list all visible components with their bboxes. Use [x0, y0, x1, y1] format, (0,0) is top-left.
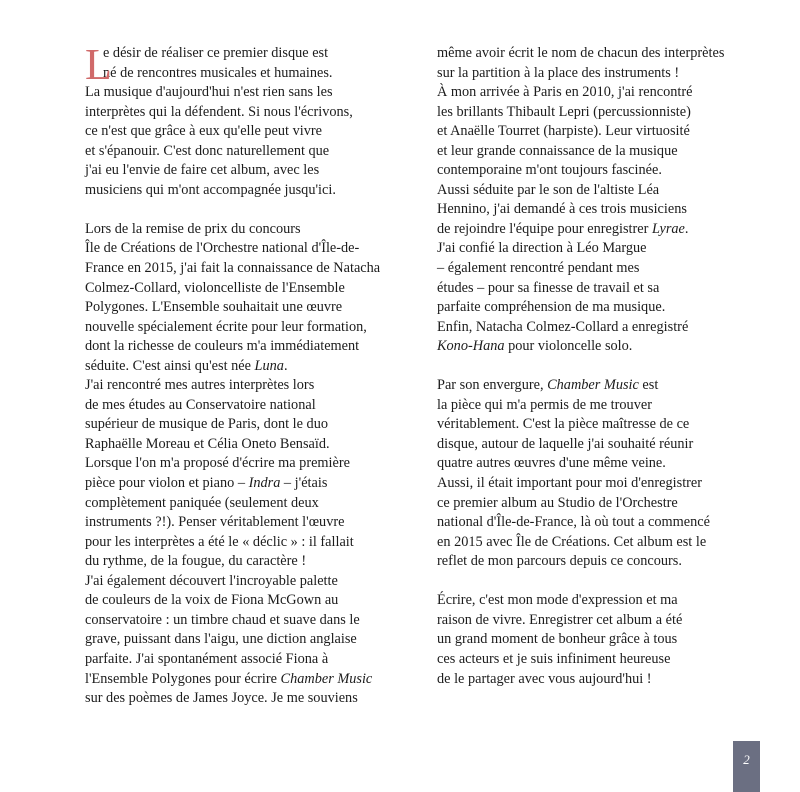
text-line: ce premier album au Studio de l'Orchestre [437, 494, 678, 511]
text-line: et s'épanouir. C'est donc naturellement que [85, 142, 330, 159]
text-line: Aussi séduite par le son de l'altiste Léa [437, 181, 660, 198]
text-line: parfaite compréhension de ma musique. [437, 299, 666, 316]
text-line: études – pour sa finesse de travail et sa [437, 279, 660, 296]
text-line: quatre autres œuvres d'une même veine. [437, 455, 666, 472]
text-line: complètement paniquée (seulement deux [85, 494, 319, 511]
text-line: ces acteurs et je suis infiniment heureuse [437, 650, 671, 667]
text-line: né de rencontres musicales et humaines. [103, 64, 333, 81]
text-line: conservatoire : un timbre chaud et suave dans le [85, 611, 360, 628]
text-line: Aussi, il était important pour moi d'enregistrer [437, 475, 703, 492]
text-line: Île de Créations de l'Orchestre national d'Île-de- [85, 240, 360, 257]
text-line: À mon arrivée à Paris en 2010, j'ai rencontré [437, 84, 693, 101]
text-line: du rythme, de la fougue, du caractère ! [85, 553, 307, 570]
text-line: Hennino, j'ai demandé à ces trois musiciens [437, 201, 687, 218]
text-line: Polygones. L'Ensemble souhaitait une œuvre [85, 299, 343, 316]
work-title: Chamber Music [280, 670, 373, 687]
page-number-badge [733, 741, 760, 792]
text-line: parfaite. J'ai spontanément associé Fiona à [85, 650, 329, 667]
text-line: ce n'est que grâce à eux qu'elle peut vivre [85, 123, 322, 140]
text-line: e désir de réaliser ce premier disque est [103, 45, 329, 61]
text-line: France en 2015, j'ai fait la connaissance de Natacha [85, 260, 381, 277]
paragraph-concours [85, 220, 420, 709]
text-line: J'ai également découvert l'incroyable palette [85, 572, 338, 589]
text-line: véritablement. C'est la pièce maîtresse de ce [437, 416, 690, 433]
text-line: – également rencontré pendant mes [437, 260, 640, 277]
paragraph-envergure [437, 376, 777, 571]
text-line: Raphaëlle Moreau et Célia Oneto Bensaïd. [85, 435, 330, 452]
text-line: pour les interprètes a été le « déclic » : il fallait [85, 533, 354, 550]
text-line: Par son envergure, Chamber Music est [437, 377, 659, 394]
text-line: Enfin, Natacha Colmez-Collard a enregistré [437, 318, 689, 335]
text-line: de couleurs de la voix de Fiona McGown au [85, 592, 339, 609]
page-number: 2 [743, 752, 750, 767]
text-line: contemporaine m'ont toujours fascinée. [437, 162, 662, 179]
text-line: nouvelle spécialement écrite pour leur formation, [85, 318, 367, 335]
text-line: Kono-Hana pour violoncelle solo. [437, 338, 633, 355]
text-line: supérieur de musique de Paris, dont le duo [85, 416, 328, 433]
text-line: sur la partition à la place des instruments ! [437, 64, 680, 81]
text-line: de le partager avec vous aujourd'hui ! [437, 670, 652, 687]
drop-cap: L [85, 40, 112, 89]
paragraph-intro [85, 40, 420, 200]
text-line: de rejoindre l'équipe pour enregistrer Lyrae. [437, 220, 689, 237]
text-line: de mes études au Conservatoire national [85, 396, 316, 413]
right-column [437, 44, 777, 689]
text-line: Écrire, c'est mon mode d'expression et ma [437, 592, 678, 609]
text-line: Lors de la remise de prix du concours [85, 220, 301, 237]
text-line: en 2015 avec Île de Créations. Cet album est le [437, 533, 707, 550]
left-column [85, 40, 420, 709]
text-line: même avoir écrit le nom de chacun des interprètes [437, 45, 725, 61]
text-line: dont la richesse de couleurs m'a immédiatement [85, 338, 360, 355]
text-line: et leur grande connaissance de la musique [437, 142, 678, 159]
text-line: interprètes qui la défendent. Si nous l'écrivons, [85, 103, 353, 120]
text-line: un grand moment de bonheur grâce à tous [437, 631, 678, 648]
text-line: et Anaëlle Tourret (harpiste). Leur virtuosité [437, 123, 690, 140]
paragraph-interpretes [437, 44, 777, 357]
text-line: grave, puissant dans l'aigu, une diction anglaise [85, 631, 357, 648]
text-line: musiciens qui m'ont accompagnée jusqu'ici. [85, 181, 336, 198]
text-line: reflet de mon parcours depuis ce concours. [437, 553, 682, 570]
text-line: raison de vivre. Enregistrer cet album a été [437, 611, 683, 628]
text-line: national d'Île-de-France, là où tout a commencé [437, 514, 710, 531]
text-line: l'Ensemble Polygones pour écrire Chamber Music [85, 670, 373, 687]
text-line: La musique d'aujourd'hui n'est rien sans les [85, 84, 333, 101]
text-line: séduite. C'est ainsi qu'est née Luna. [85, 357, 288, 374]
text-line: j'ai eu l'envie de faire cet album, avec les [85, 162, 320, 179]
text-line: pièce pour violon et piano – Indra – j'étais [85, 475, 328, 492]
work-title: Luna [254, 357, 284, 374]
work-title: Indra [248, 475, 281, 492]
work-title: Kono-Hana [437, 338, 505, 355]
text-line: sur des poèmes de James Joyce. Je me souviens [85, 690, 358, 707]
text-line: les brillants Thibault Lepri (percussionniste) [437, 103, 691, 120]
text-line: instruments ?!). Penser véritablement l'œuvre [85, 514, 345, 531]
text-line: Colmez-Collard, violoncelliste de l'Ensemble [85, 279, 345, 296]
text-line: J'ai confié la direction à Léo Margue [437, 240, 647, 257]
work-title: Chamber Music [547, 377, 639, 394]
work-title: Lyrae [651, 220, 685, 237]
text-line: la pièce qui m'a permis de me trouver [437, 396, 652, 413]
text-line: Lorsque l'on m'a proposé d'écrire ma première [85, 455, 350, 472]
text-line: disque, autour de laquelle j'ai souhaité réunir [437, 435, 694, 452]
paragraph-conclusion [437, 591, 777, 689]
text-line: J'ai rencontré mes autres interprètes lors [85, 377, 315, 394]
